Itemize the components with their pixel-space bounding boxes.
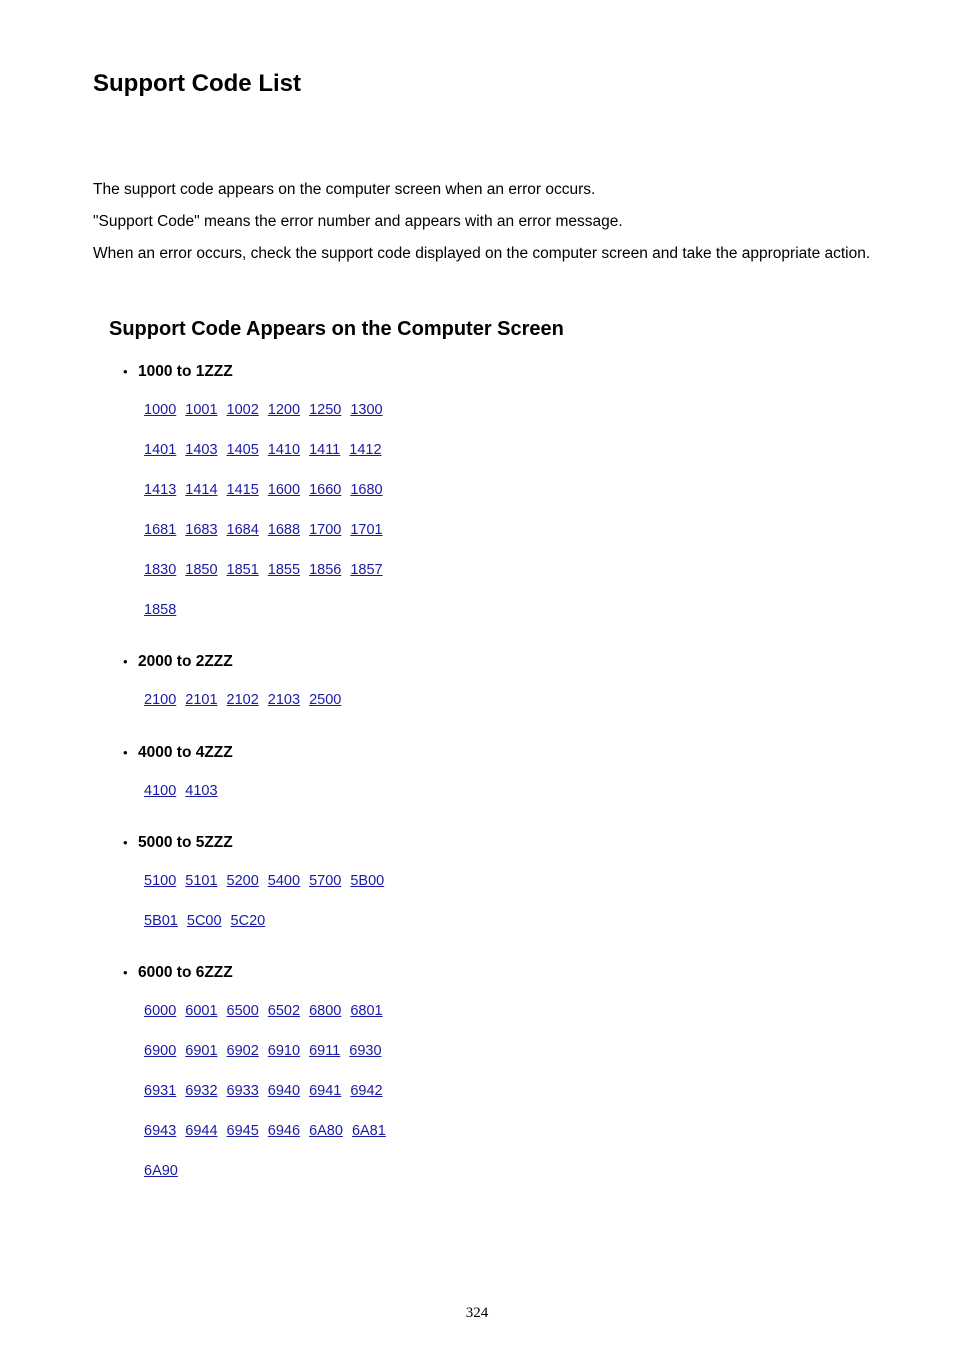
support-code-link[interactable]: 5100 <box>144 873 177 889</box>
support-code-link[interactable]: 1000 <box>144 402 177 418</box>
page-number: 324 <box>465 1305 489 1321</box>
support-code-link[interactable]: 1680 <box>350 482 383 498</box>
support-code-link[interactable]: 6946 <box>267 1123 301 1139</box>
support-code-link[interactable]: 6940 <box>267 1083 301 1099</box>
support-code-link[interactable]: 1300 <box>350 402 383 418</box>
support-code-link[interactable]: 2100 <box>144 692 177 708</box>
support-code-link[interactable]: 6941 <box>309 1083 342 1099</box>
code-link-row <box>144 440 391 460</box>
support-code-link[interactable]: 4100 <box>144 783 177 799</box>
support-code-link[interactable]: 6902 <box>226 1043 259 1059</box>
group-label: 2000 to 2ZZZ <box>138 653 233 670</box>
support-code-link[interactable]: 6933 <box>226 1083 259 1099</box>
group-label: 4000 to 4ZZZ <box>138 744 233 761</box>
support-code-link[interactable]: 6800 <box>309 1003 342 1019</box>
support-code-link[interactable]: 2500 <box>309 692 342 708</box>
support-code-link[interactable]: 6901 <box>185 1043 218 1059</box>
support-code-link[interactable]: 5400 <box>267 873 301 889</box>
bullet-icon: • <box>123 654 128 669</box>
support-code-link[interactable]: 4103 <box>185 783 218 799</box>
support-code-link[interactable]: 1683 <box>185 522 218 538</box>
code-link-row <box>144 781 227 801</box>
support-code-link[interactable]: 5B01 <box>144 913 178 929</box>
support-code-link[interactable]: 1700 <box>309 522 342 538</box>
support-code-link[interactable]: 6502 <box>267 1003 301 1019</box>
support-code-link[interactable]: 6943 <box>144 1123 177 1139</box>
support-code-link[interactable]: 6911 <box>309 1043 341 1059</box>
code-link-row <box>144 1081 392 1101</box>
support-code-link[interactable]: 1830 <box>144 562 177 578</box>
support-code-link[interactable]: 5101 <box>185 873 218 889</box>
intro-paragraph: "Support Code" means the error number and appears with an error message. <box>93 213 623 230</box>
support-code-link[interactable]: 6A80 <box>309 1123 343 1139</box>
support-code-link[interactable]: 1856 <box>309 562 342 578</box>
bullet-icon: • <box>123 965 128 980</box>
support-code-link[interactable]: 1600 <box>267 482 301 498</box>
bullet-icon: • <box>123 835 128 850</box>
support-code-link[interactable]: 2101 <box>185 692 218 708</box>
code-link-row <box>144 1041 391 1061</box>
section-title: Support Code Appears on the Computer Screen <box>109 318 564 340</box>
intro-text <box>93 178 873 274</box>
support-code-link[interactable]: 1413 <box>144 482 177 498</box>
intro-paragraph: The support code appears on the computer screen when an error occurs. <box>93 181 596 198</box>
code-link-row <box>144 911 274 931</box>
support-code-link[interactable]: 6801 <box>350 1003 383 1019</box>
support-code-link[interactable]: 5C00 <box>186 913 222 929</box>
support-code-link[interactable]: 6001 <box>185 1003 218 1019</box>
support-code-link[interactable]: 1660 <box>309 482 342 498</box>
code-link-row <box>144 1121 395 1141</box>
support-code-link[interactable]: 6910 <box>267 1043 301 1059</box>
support-code-link[interactable]: 1701 <box>350 522 383 538</box>
code-link-row <box>144 520 392 540</box>
code-link-row <box>144 560 392 580</box>
support-code-link[interactable]: 1403 <box>185 442 218 458</box>
support-code-link[interactable]: 5700 <box>309 873 342 889</box>
support-code-link[interactable]: 1855 <box>267 562 301 578</box>
support-code-link[interactable]: 2103 <box>267 692 301 708</box>
code-link-row <box>144 1001 392 1021</box>
support-code-link[interactable]: 6942 <box>350 1083 383 1099</box>
group-label: 5000 to 5ZZZ <box>138 834 233 851</box>
group-label: 6000 to 6ZZZ <box>138 964 233 981</box>
support-code-link[interactable]: 6A90 <box>144 1163 178 1179</box>
support-code-link[interactable]: 6944 <box>185 1123 218 1139</box>
support-code-link[interactable]: 1405 <box>226 442 259 458</box>
support-code-link[interactable]: 1688 <box>267 522 301 538</box>
support-code-link[interactable]: 1857 <box>350 562 383 578</box>
group-label: 1000 to 1ZZZ <box>138 363 233 380</box>
support-code-link[interactable]: 1412 <box>349 442 382 458</box>
support-code-link[interactable]: 1410 <box>267 442 301 458</box>
support-code-link[interactable]: 1858 <box>144 602 177 618</box>
support-code-link[interactable]: 1002 <box>226 402 259 418</box>
support-code-link[interactable]: 1850 <box>185 562 218 578</box>
support-code-link[interactable]: 6932 <box>185 1083 218 1099</box>
support-code-link[interactable]: 6500 <box>226 1003 259 1019</box>
intro-paragraph: When an error occurs, check the support code displayed on the computer screen and take the appropriate action. <box>93 245 871 262</box>
support-code-link[interactable]: 1001 <box>185 402 218 418</box>
code-link-row <box>144 600 185 620</box>
support-code-link[interactable]: 6945 <box>226 1123 259 1139</box>
support-code-link[interactable]: 1401 <box>144 442 177 458</box>
support-code-link[interactable]: 1415 <box>226 482 259 498</box>
page-title: Support Code List <box>93 70 301 97</box>
code-link-row <box>144 871 393 891</box>
support-code-link[interactable]: 6A81 <box>351 1123 386 1139</box>
support-code-link[interactable]: 1684 <box>226 522 259 538</box>
support-code-link[interactable]: 6900 <box>144 1043 177 1059</box>
support-code-link[interactable]: 6931 <box>144 1083 177 1099</box>
support-code-link[interactable]: 6000 <box>144 1003 177 1019</box>
code-link-row <box>144 400 392 420</box>
support-code-link[interactable]: 1200 <box>267 402 301 418</box>
support-code-link[interactable]: 1681 <box>144 522 177 538</box>
code-link-row <box>144 1161 187 1181</box>
support-code-link[interactable]: 5200 <box>226 873 259 889</box>
support-code-link[interactable]: 5B00 <box>350 873 385 889</box>
support-code-link[interactable]: 1250 <box>309 402 342 418</box>
support-code-link[interactable]: 2102 <box>226 692 259 708</box>
support-code-link[interactable]: 6930 <box>349 1043 382 1059</box>
bullet-icon: • <box>123 745 128 760</box>
code-link-row <box>144 690 350 710</box>
code-link-row <box>144 480 392 500</box>
support-code-link[interactable]: 5C20 <box>230 913 266 929</box>
support-code-link[interactable]: 1851 <box>226 562 259 578</box>
bullet-icon: • <box>123 364 128 379</box>
support-code-link[interactable]: 1414 <box>185 482 218 498</box>
support-code-link[interactable]: 1411 <box>309 442 341 458</box>
